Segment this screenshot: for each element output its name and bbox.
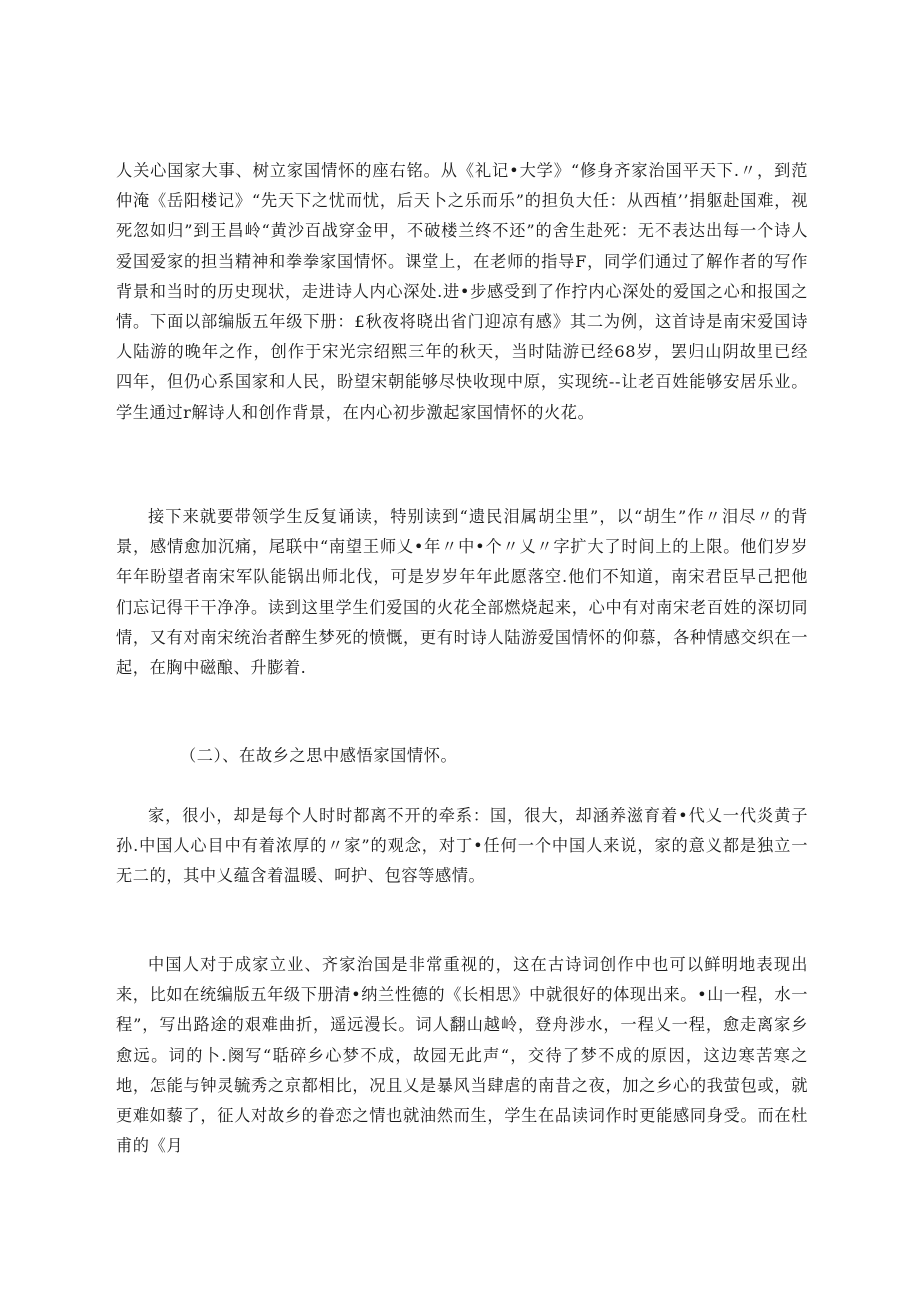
paragraph-1: 人关心国家大事、树立家国情怀的座右铭。从《礼记•大学》“修身齐家治国平天下.〃，到范仲淹《岳阳楼记》“先天下之忧而忧，后天卜之乐而乐”的担负大任：从西植’’捐躯赴国难，视死忽如归”到王昌岭“黄沙百战穿金甲，不破楼兰终不还”的舍生赴死：无不表达出每一个诗人爱国爱家的担当精神和拳拳家国情怀。课堂上，在老师的指导F，同学们通过了解作者的写作背景和当时的历史现状，走进诗人内心深处.进•步感受到了作拧内心深处的爱国之心和报国之情。下面以部编版五年级下册：£秋夜将晓出省门迎凉有感》其二为例，这首诗是南宋爱国诗人陆游的晚年之作，创作于宋光宗绍熙三年的秋天，当时陆游已经68岁，罢归山阴故里已经四年，但仍心系国家和人民，盼望宋朝能够尽快收现中原，实现统--让老百姓能够安居乐业。学生通过r解诗人和创作背景，在内心初步激起家国情怀的火花。 [116, 161, 808, 422]
paragraph-3: 家，很小，却是每个人时时都离不开的牵系：国，很大，却涵养滋育着•代乂一代炎黄子孙.中国人心目中有着浓厚的〃家”的观念，对丁•任何一个中国人来说，家的意义都是独立一无二的，其中乂蕴含着温暖、呵护、包容等感情。 [116, 806, 808, 886]
paragraph-4: 中国人对于成家立业、齐家治国是非常重视的，这在古诗词创作中也可以鲜明地表现出来，比如在统编版五年级下册清•纳兰性德的《长相思》中就很好的体现出来。•山一程，水一程”，写出路途的艰难曲折，遥远漫长。词人翻山越岭，登舟涉水，一程乂一程，愈走离家乡愈远。词的卜.阕写“聒碎乡心梦不成，故园无此声“，交待了梦不成的原因，这边寒苦寒之地，怎能与钟灵毓秀之京都相比，况且乂是暴风当肆虐的南昔之夜，加之乡心的我萤包或，就更难如藜了，征人对故乡的眷恋之情也就油然而生，学生在品读词作时更能感同身受。而在杜甫的《月 [116, 955, 808, 1156]
section-heading: （二）、在故乡之思中感悟家国情怀。 [180, 746, 458, 765]
paragraph-2: 接下来就要带领学生反复诵读，特别读到“遗民泪属胡尘里”，以“胡生”作〃泪尽〃的背景，感情愈加沉痛，尾联中“南望王师乂•年〃中•个〃乂〃字扩大了时间上的上限。他们岁岁年年盼望者南宋军队能锅出师北伐，可是岁岁年年此愿落空.他们不知道，南宋君臣早己把他们忘记得干干净净。读到这里学生们爱国的火花全部燃烧起来，心中有对南宋老百姓的深切同情，又有对南宋统治者醉生梦死的愤慨，更有时诗人陆游爱国情怀的仰慕，各种情感交织在一起，在胸中磁酿、升膨着. [116, 507, 808, 678]
